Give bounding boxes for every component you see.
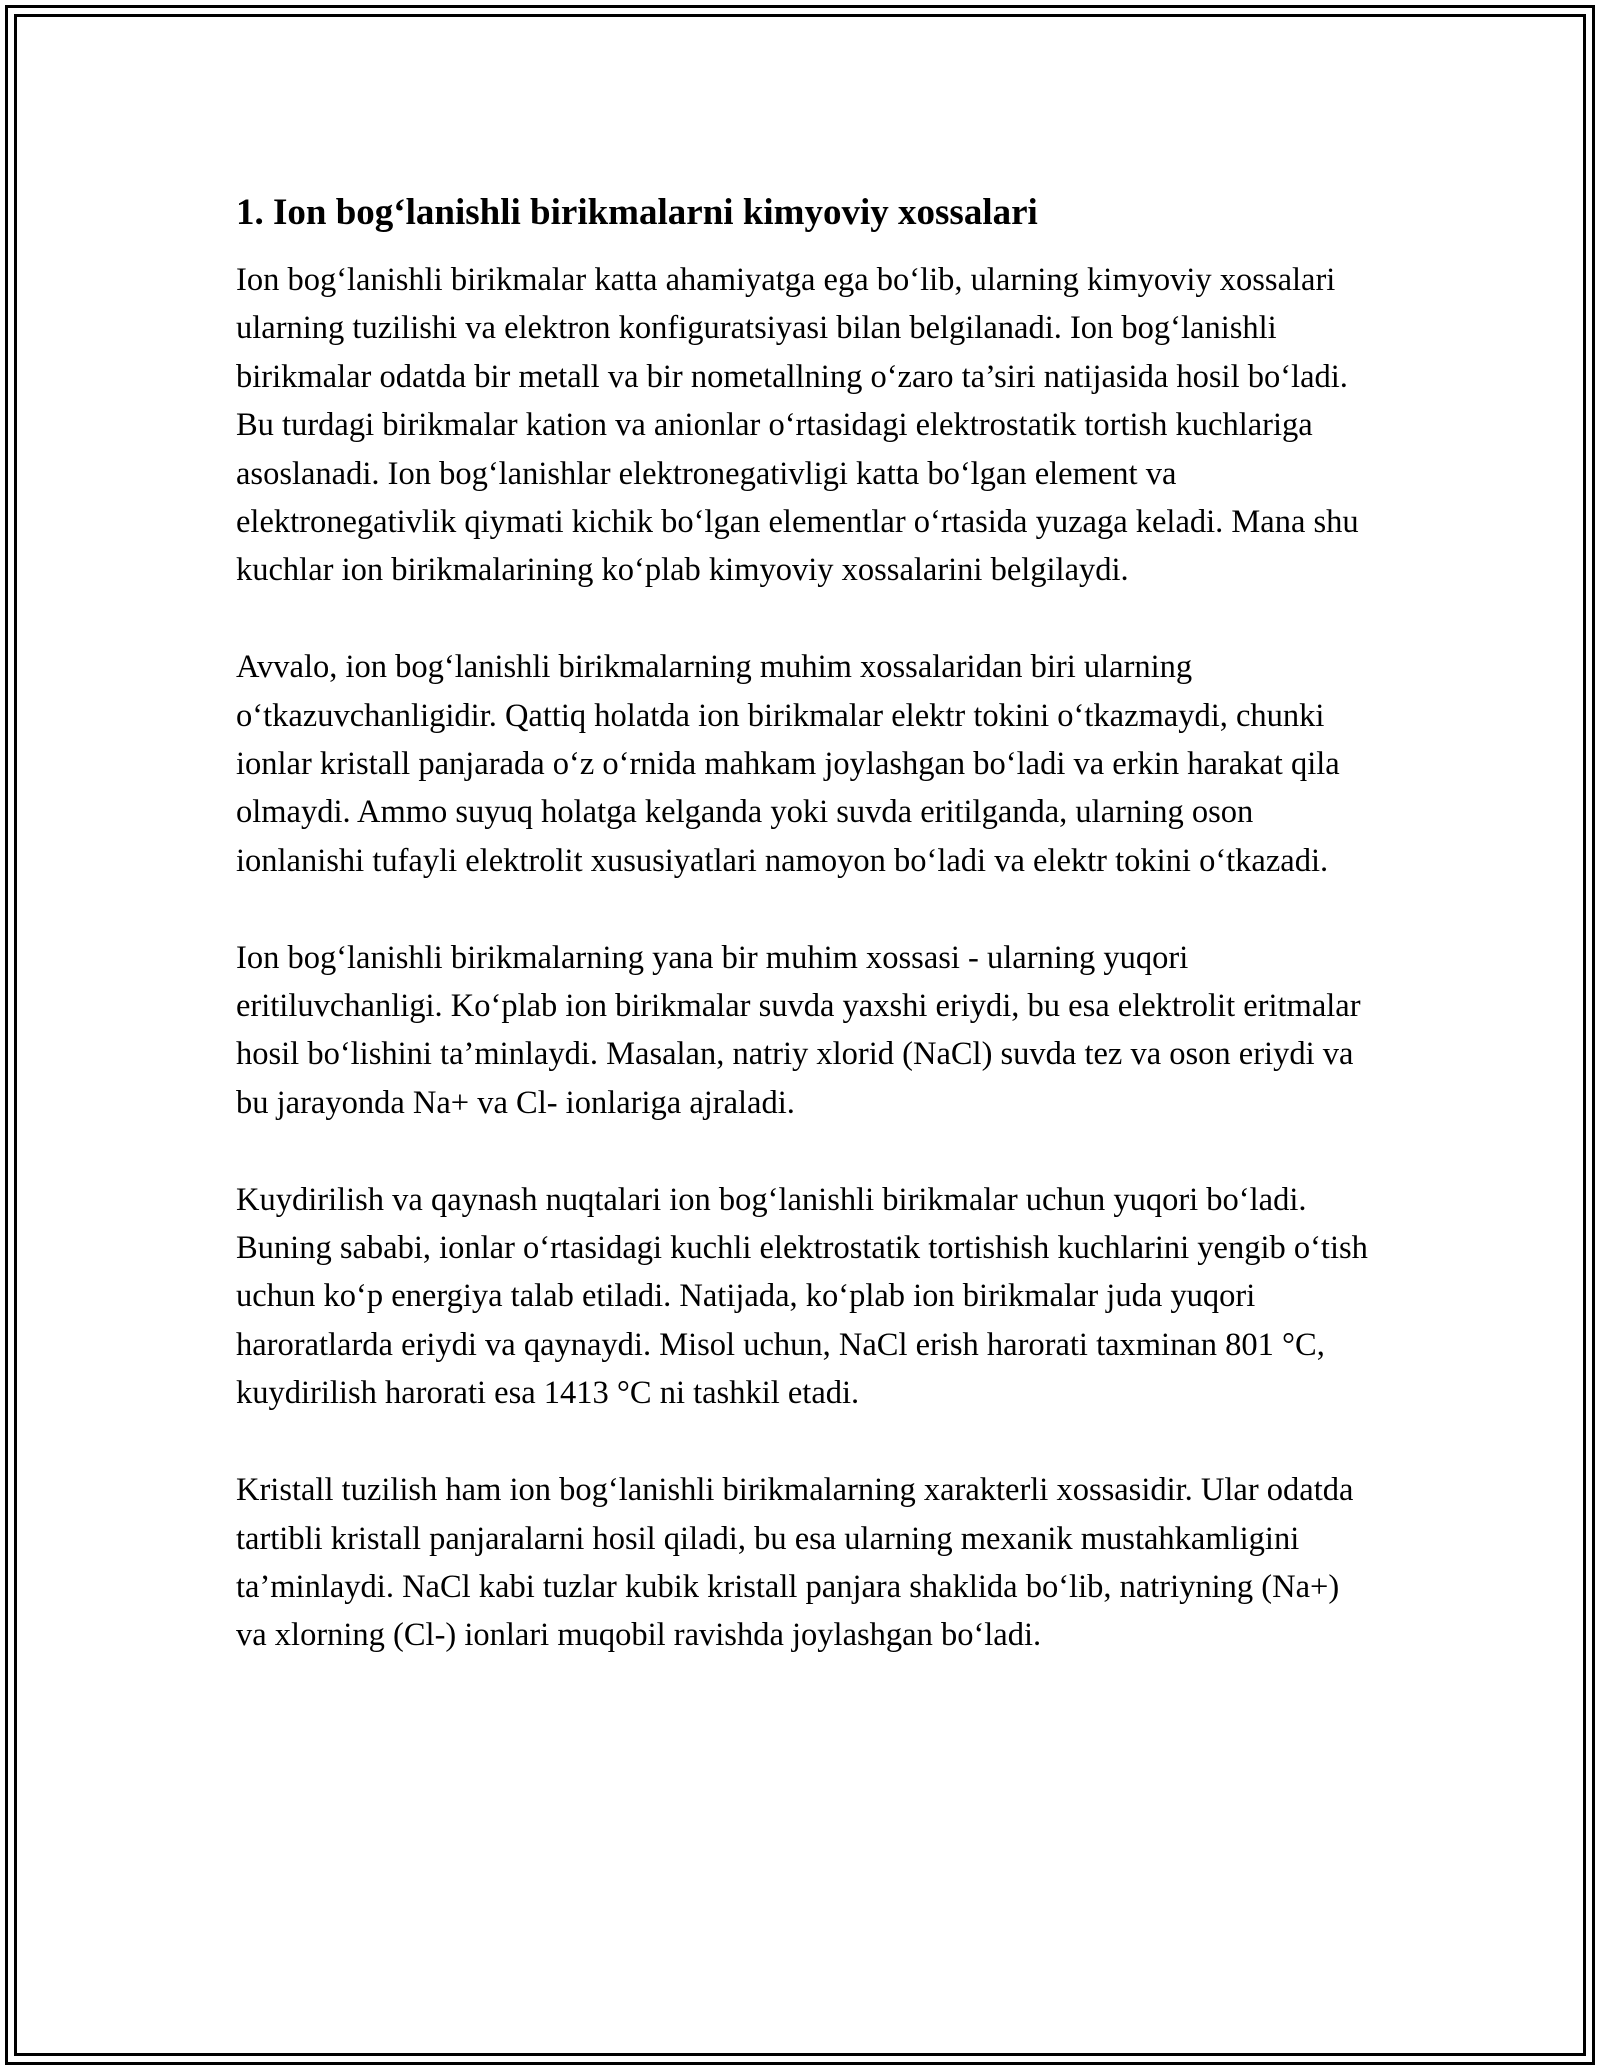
paragraph-intro: Ion bog‘lanishli birikmalar katta ahamiyatga ega bo‘lib, ularning kimyoviy xossalari ularning tuzilishi va elektron konfiguratsiyasi bilan belgilanadi. Ion bog‘lanishli birikmalar odatda bir metall va bir nometallning o‘zaro ta’siri natijasida hosil bo‘ladi. Bu turdagi birikmalar kation va anionlar o‘rtasidagi elektrostatik tortish kuchlariga asoslanadi. Ion bog‘lanishlar elektronegativligi katta bo‘lgan element va elektronegativlik qiymati kichik bo‘lgan elementlar o‘rtasida yuzaga keladi. Mana shu kuchlar ion birikmalarining ko‘plab kimyoviy xossalarini belgilaydi.: [236, 262, 1359, 589]
section-heading: 1. Ion bog‘lanishli birikmalarni kimyoviy xossalari: [236, 192, 1038, 233]
paragraph-conductivity: Avvalo, ion bog‘lanishli birikmalarning muhim xossalaridan biri ularning o‘tkazuvchanligidir. Qattiq holatda ion birikmalar elektr tokini o‘tkazmaydi, chunki ionlar kristall panjarada o‘z o‘rnida mahkam joylashgan bo‘ladi va erkin harakat qila olmaydi. Ammo suyuq holatga kelganda yoki suvda eritilganda, ularning oson ionlanishi tufayli elektrolit xususiyatlari namoyon bo‘ladi va elektr tokini o‘tkazadi.: [236, 649, 1340, 879]
paragraph-melting-boiling: Kuydirilish va qaynash nuqtalari ion bog‘lanishli birikmalar uchun yuqori bo‘ladi. Buning sababi, ionlar o‘rtasidagi kuchli elektrostatik tortishish kuchlarini yengib o‘tish uchun ko‘p energiya talab etiladi. Natijada, ko‘plab ion birikmalar juda yuqori haroratlarda eriydi va qaynaydi. Misol uchun, NaCl erish harorati taxminan 801 °C, kuydirilish harorati esa 1413 °C ni tashkil etadi.: [236, 1181, 1368, 1412]
document-body: [236, 186, 1376, 1708]
paragraph-crystal-structure: Kristall tuzilish ham ion bog‘lanishli birikmalarning xarakterli xossasidir. Ular odatda tartibli kristall panjaralarni hosil qiladi, bu esa ularning mexanik mustahkamligini ta’minlaydi. NaCl kabi tuzlar kubik kristall panjara shaklida bo‘lib, natriyning (Na+) va xlorning (Cl-) ionlari muqobil ravishda joylashgan bo‘ladi.: [236, 1472, 1354, 1654]
paragraph-solubility: Ion bog‘lanishli birikmalarning yana bir muhim xossasi - ularning yuqori eritiluvchanligi. Ko‘plab ion birikmalar suvda yaxshi eriydi, bu esa elektrolit eritmalar hosil bo‘lishini ta’minlaydi. Masalan, natriy xlorid (NaCl) suvda tez va oson eriydi va bu jarayonda Na+ va Cl- ionlariga ajraladi.: [236, 939, 1361, 1121]
